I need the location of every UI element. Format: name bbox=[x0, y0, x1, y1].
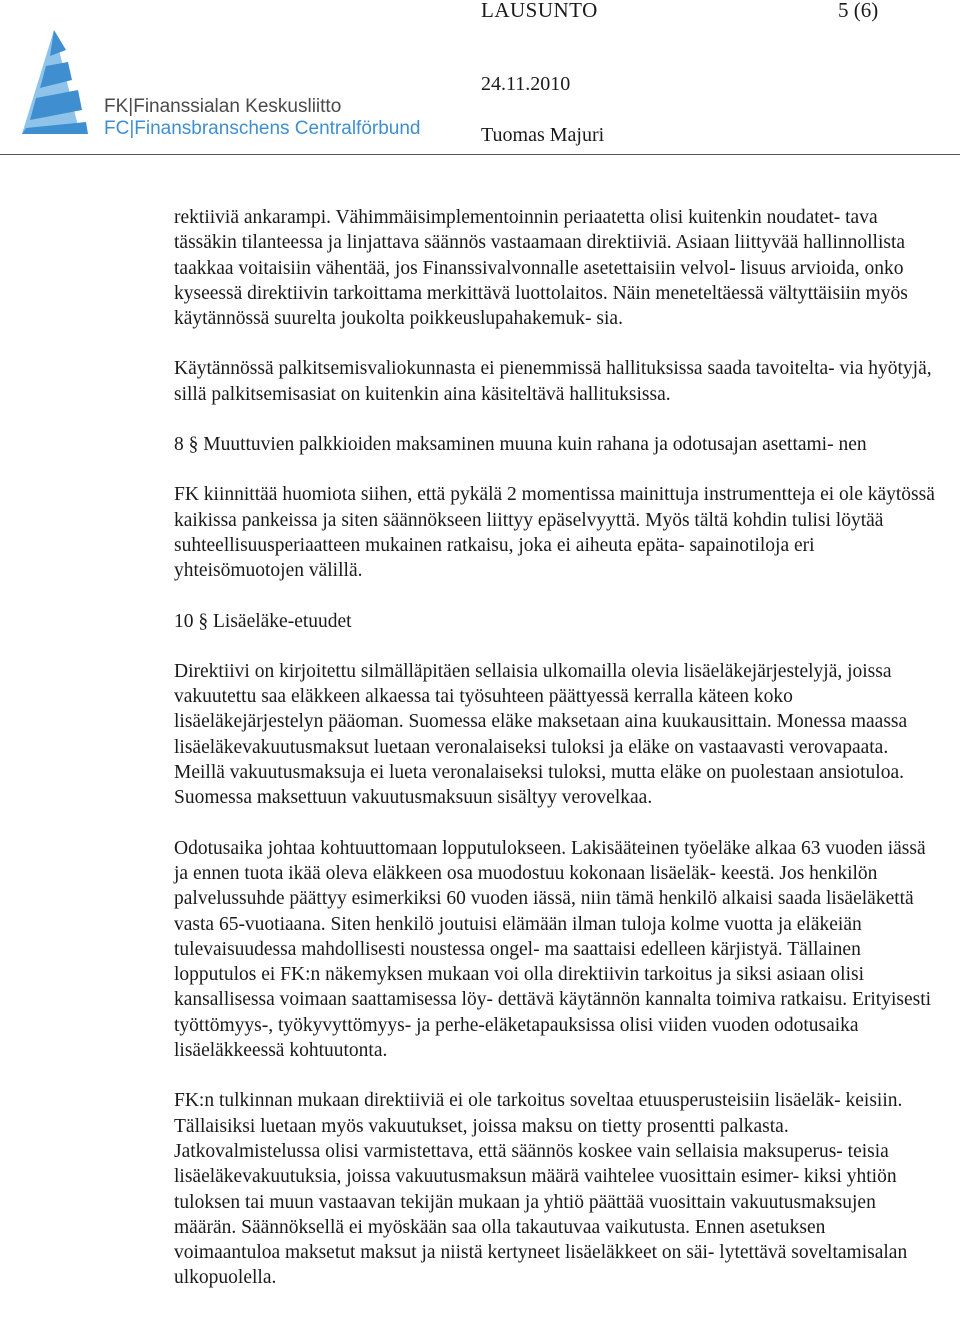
paragraph-pension-schemes: Direktiivi on kirjoitettu silmälläpitäen sellaisia ulkomailla olevia lisäeläkejärjestelyjä, joissa vakuutettu saa eläkkeen alkaessa tai työsuhteen päättyessä kerralla käteen koko lisäeläkejärjestelyn pääoman. Suomessa eläke maksetaan aina kuukausittain. Monessa maassa lisäeläkevakuutusmaksut luetaan veronalaiseksi tuloksi ja eläke on vastaavasti verovapaata. Meillä vakuutusmaksuja ei lueta veronalaiseksi tuloksi, mutta eläke on puolestaan ansiotuloa. Suomessa maksettuun vakuutusmaksuun sisältyy verovelkaa. bbox=[174, 660, 908, 809]
paragraph-instruments: FK kiinnittää huomiota siihen, että pykälä 2 momentissa mainittuja instrumentteja ei ole käytössä kaikissa pankeissa ja siten säännökseen liittyy epäselvyyttä. Myös tältä kohdin tulisi löytää suhteellisuusperiaatteen mukainen ratkaisu, joka ei aiheuta epäta- sapainotiloja eri yhteisömuotojen välillä. bbox=[174, 484, 935, 582]
document-date: 24.11.2010 bbox=[481, 73, 571, 95]
page-number: 5 (6) bbox=[838, 0, 879, 22]
letterhead bbox=[0, 0, 960, 156]
document-type: LAUSUNTO bbox=[481, 0, 598, 22]
org-name-finnish: FK|Finanssialan Keskusliitto bbox=[104, 96, 342, 117]
fk-pyramid-logo-icon bbox=[8, 28, 98, 140]
section-heading-10: 10 § Lisäeläke-etuudet bbox=[174, 610, 352, 632]
paragraph-directive-minimum: rektiiviä ankarampi. Vähimmäisimplementoinnin periaatetta olisi kuitenkin noudatet- tava tässäkin tilanteessa ja linjattava säännös vastaamaan direktiiviä. Asiaan liittyvää hallinnollista taakkaa voitaisiin vähentää, jos Finanssivalvonnalle asetettaisiin velvol- lisuus arvioida, onko kyseessä direktiivin tarkoittama merkittävä luottolaitos. Näin meneteltäessä vältyttäisiin myös käytännössä suurelta joukolta poikkeuslupahakemuk- sia. bbox=[174, 207, 908, 330]
document-body bbox=[174, 205, 936, 1316]
document-author: Tuomas Majuri bbox=[481, 124, 605, 146]
paragraph-interpretation: FK:n tulkinnan mukaan direktiiviä ei ole tarkoitus soveltaa etuusperusteisiin lisäeläk- keisiin. Tällaisiksi luetaan myös vakuutukset, joissa maksu on tietty prosentti palkasta. Jatkovalmistelussa olisi varmistettava, että säännös koskee vain sellaisia maksuperus- teisia lisäeläkevakuutuksia, joissa vakuutusmaksun määrä vaihtelee vuosittain esimer- kiksi yhtiön tuloksen tai muun vastaavan tekijän mukaan ja yhtiö päättää vuosittain vakuutusmaksujen määrän. Säännöksellä ei myöskään saa olla takautuvaa vaikutusta. Ennen asetuksen voimaantuloa maksetut maksut ja niistä kertyneet lisäeläkkeet on säi- lytettävä soveltamisalan ulkopuolella. bbox=[174, 1090, 908, 1289]
org-name-swedish: FC|Finansbranschens Centralförbund bbox=[104, 118, 421, 139]
header-divider bbox=[0, 154, 960, 155]
section-heading-8: 8 § Muuttuvien palkkioiden maksaminen muuna kuin rahana ja odotusajan asettami- nen bbox=[174, 434, 867, 456]
paragraph-waiting-period: Odotusaika johtaa kohtuuttomaan lopputulokseen. Lakisääteinen työeläke alkaa 63 vuoden iässä ja ennen tuota ikää oleva eläkkeen osa muodostuu kokonaan lisäeläk- keestä. Jos henkilön palvelussuhde päättyy esimerkiksi 60 vuoden iässä, niin tämä henkilö alkaisi saada lisäeläkettä vasta 65-vuotiaana. Siten henkilö joutuisi elämään ilman tuloja kolme vuotta ja eläkeiän tulevaisuudessa mahdollisesti noustessa ongel- ma saattaisi edelleen kärjistyä. Tällainen lopputulos ei FK:n näkemyksen mukaan voi olla direktiivin tarkoitus ja siksi asiaan olisi kansallisessa voimaan saattamisessa löy- dettävä käytännön kannalta toimiva ratkaisu. Erityisesti työttömyys-, työkyvyttömyys- ja perhe-eläketapauksissa olisi viiden vuoden odotusaika lisäeläkkeessä kohtuutonta. bbox=[174, 837, 932, 1062]
org-logo bbox=[8, 28, 421, 143]
paragraph-remuneration-committee: Käytännössä palkitsemisvaliokunnasta ei pienemmissä hallituksissa saada tavoitelta- via hyötyjä, sillä palkitsemisasiat on kuitenkin aina käsiteltävä hallituksissa. bbox=[174, 358, 932, 405]
